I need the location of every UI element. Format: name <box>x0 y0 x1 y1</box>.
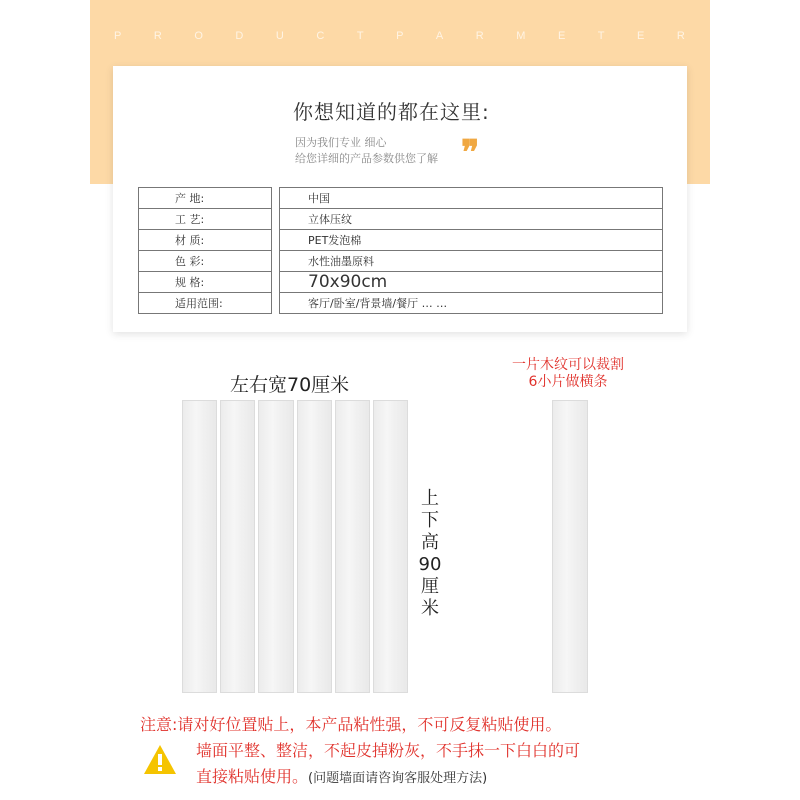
card-subtitle-1: 因为我们专业 细心 <box>295 136 387 149</box>
spec-label: 规 格: <box>139 272 272 293</box>
table-row <box>139 209 663 230</box>
wood-panel <box>297 400 332 693</box>
notice-line-3-text: 直接粘贴使用。 <box>196 767 309 786</box>
table-row <box>139 293 663 314</box>
notice-paren: (问题墙面请咨询客服处理方法) <box>308 771 488 786</box>
notice-line-1: 注意:请对好位置贴上，本产品粘性强，不可反复粘贴使用。 <box>140 715 562 734</box>
spec-label: 工 艺: <box>139 209 272 230</box>
spec-value: 中国 <box>280 188 663 209</box>
card-title: 你想知道的都在这里: <box>293 100 490 124</box>
cut-note <box>488 357 648 391</box>
table-row <box>139 188 663 209</box>
banner-letter: R <box>153 30 163 42</box>
spec-label: 色 彩: <box>139 251 272 272</box>
height-label <box>417 488 443 620</box>
wood-panel-group <box>182 400 408 693</box>
wood-panel <box>373 400 408 693</box>
spec-value: PET发泡棉 <box>280 230 663 251</box>
product-parameter-letters <box>90 30 710 42</box>
banner-letter: E <box>557 30 567 42</box>
notice-line-2: 墙面平整、整洁，不起皮掉粉灰，不手抹一下白白的可 <box>196 741 581 760</box>
banner-letter: C <box>316 30 326 42</box>
notice-block <box>140 712 580 792</box>
card-subtitle-2: 给您详细的产品参数供您了解 <box>295 152 438 165</box>
banner-letter: E <box>637 30 646 42</box>
spec-value: 70x90cm <box>280 272 663 293</box>
spec-label: 材 质: <box>139 230 272 251</box>
spec-card <box>113 66 687 332</box>
spec-label: 适用范围: <box>139 293 272 314</box>
cut-note-line-2: 6小片做横条 <box>528 374 608 390</box>
banner-letter: R <box>475 30 485 42</box>
banner-letter: O <box>194 30 204 42</box>
banner-letter: M <box>516 30 527 42</box>
quote-icon: ❞ <box>461 133 480 173</box>
spec-label: 产 地: <box>139 188 272 209</box>
table-row <box>139 230 663 251</box>
banner-letter: R <box>676 30 686 42</box>
banner-letter: P <box>396 30 405 42</box>
height-char: 下 <box>421 510 439 531</box>
banner-letter: U <box>275 30 285 42</box>
notice-line-3 <box>140 764 580 792</box>
banner-letter: D <box>235 30 245 42</box>
height-char: 厘 <box>421 576 439 597</box>
table-row <box>139 272 663 293</box>
wood-panel <box>220 400 255 693</box>
spec-value: 立体压纹 <box>280 209 663 230</box>
wood-panel <box>335 400 370 693</box>
wood-panel <box>258 400 293 693</box>
height-char: 90 <box>418 554 442 575</box>
banner-letter: T <box>356 30 365 42</box>
cut-note-line-1: 一片木纹可以裁割 <box>512 357 624 373</box>
height-char: 上 <box>421 488 439 509</box>
wood-panel <box>182 400 217 693</box>
spec-value: 水性油墨原料 <box>280 251 663 272</box>
spec-value: 客厅/卧室/背景墙/餐厅 … … <box>280 293 663 314</box>
banner-letter: A <box>435 30 445 42</box>
spec-table <box>138 187 663 314</box>
single-wood-strip <box>552 400 588 693</box>
height-char: 高 <box>421 532 439 553</box>
table-row <box>139 251 663 272</box>
banner-letter: T <box>597 30 606 42</box>
height-char: 米 <box>421 598 439 619</box>
width-label: 左右宽70厘米 <box>230 374 350 396</box>
banner-letter: P <box>114 30 123 42</box>
